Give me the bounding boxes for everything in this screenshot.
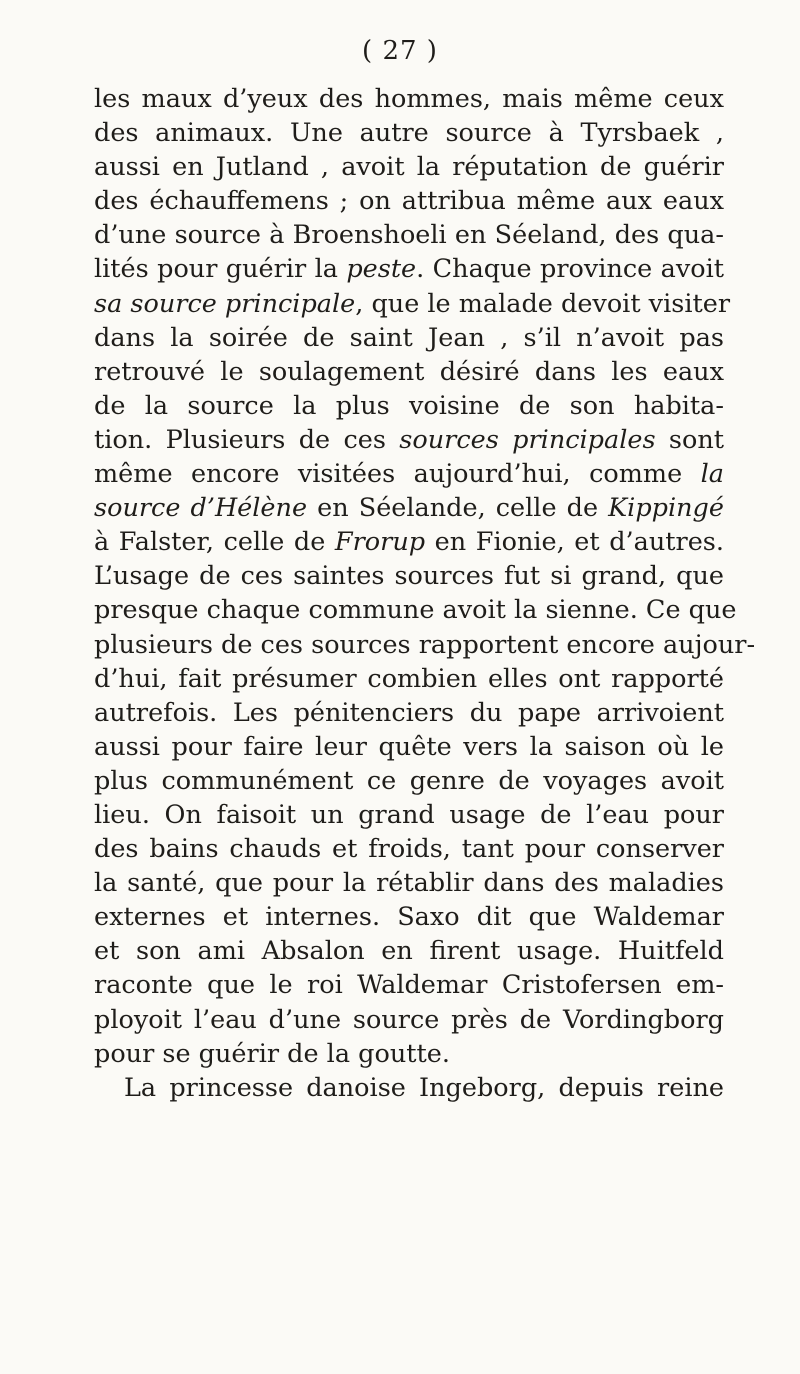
text-line: plus communément ce genre de voyages avoit	[94, 765, 724, 796]
text-line: des animaux. Une autre source à Tyrsbaek ,	[94, 118, 724, 149]
text-run: , que le malade devoit visiter	[355, 288, 731, 319]
italic-run: sources principales	[399, 424, 656, 455]
text-line: retrouvé le soulagement désiré dans les eaux	[94, 356, 724, 387]
text-line: d’hui, fait présumer combien elles ont rapporté	[94, 663, 724, 694]
italic-run: source d’Hélène	[94, 493, 308, 524]
text-line: aussi en Jutland , avoit la réputation de guérir	[94, 152, 724, 183]
italic-run: Frorup	[334, 527, 426, 558]
text-line: d’une source à Broenshoeli en Séeland, des qua-	[94, 220, 724, 251]
italic-run: la	[700, 459, 724, 490]
text-line: La princesse danoise Ingeborg, depuis reine	[124, 1072, 724, 1103]
text-line: de la source la plus voisine de son habita-	[94, 390, 724, 421]
text-run: tion. Plusieurs de ces	[94, 424, 400, 455]
text-run: à Falster, celle de	[94, 527, 335, 558]
text-line: lieu. On faisoit un grand usage de l’eau pour	[94, 799, 724, 830]
text-line: externes et internes. Saxo dit que Waldemar	[94, 902, 724, 933]
text-line	[94, 491, 724, 525]
text-run: même encore visitées aujourd’hui, comme	[94, 459, 701, 490]
text-line: ployoit l’eau d’une source près de Vordingborg	[94, 1004, 724, 1035]
text-run: . Chaque province avoit	[416, 254, 724, 285]
text-run: en Fionie, et d’autres.	[425, 527, 724, 558]
text-line	[94, 457, 724, 491]
text-line	[94, 423, 724, 457]
text-run: en Séelande, celle de	[307, 493, 609, 524]
italic-run: Kippingé	[608, 493, 724, 524]
text-line: L’usage de ces saintes sources fut si grand, que	[94, 561, 724, 592]
text-line: dans la soirée de saint Jean , s’il n’avoit pas	[94, 322, 724, 353]
text-line: la santé, que pour la rétablir dans des maladies	[94, 868, 724, 899]
text-run: lités pour guérir la	[94, 254, 347, 285]
text-line	[94, 287, 731, 321]
text-line	[94, 525, 724, 559]
text-line	[94, 252, 724, 286]
text-line: des échauffemens ; on attribua même aux eaux	[94, 186, 724, 217]
page-number: ( 27 )	[362, 36, 438, 66]
text-line: raconte que le roi Waldemar Cristofersen em-	[94, 970, 724, 1001]
text-line: des bains chauds et froids, tant pour conserver	[94, 834, 724, 865]
text-line: presque chaque commune avoit la sienne. Ce que	[94, 595, 737, 626]
text-line: les maux d’yeux des hommes, mais même ceux	[94, 84, 724, 114]
text-line: aussi pour faire leur quête vers la saison où le	[94, 731, 724, 762]
text-line: plusieurs de ces sources rapportent encore aujour-	[94, 629, 756, 660]
text-line: et son ami Absalon en firent usage. Huitfeld	[94, 936, 724, 967]
text-line: autrefois. Les pénitenciers du pape arrivoient	[94, 697, 724, 728]
italic-run: peste	[346, 254, 417, 285]
text-run: sont	[655, 424, 724, 455]
body-text	[94, 82, 756, 1105]
italic-run: sa source principale	[94, 288, 356, 319]
text-line: pour se guérir de la goutte.	[94, 1038, 450, 1069]
